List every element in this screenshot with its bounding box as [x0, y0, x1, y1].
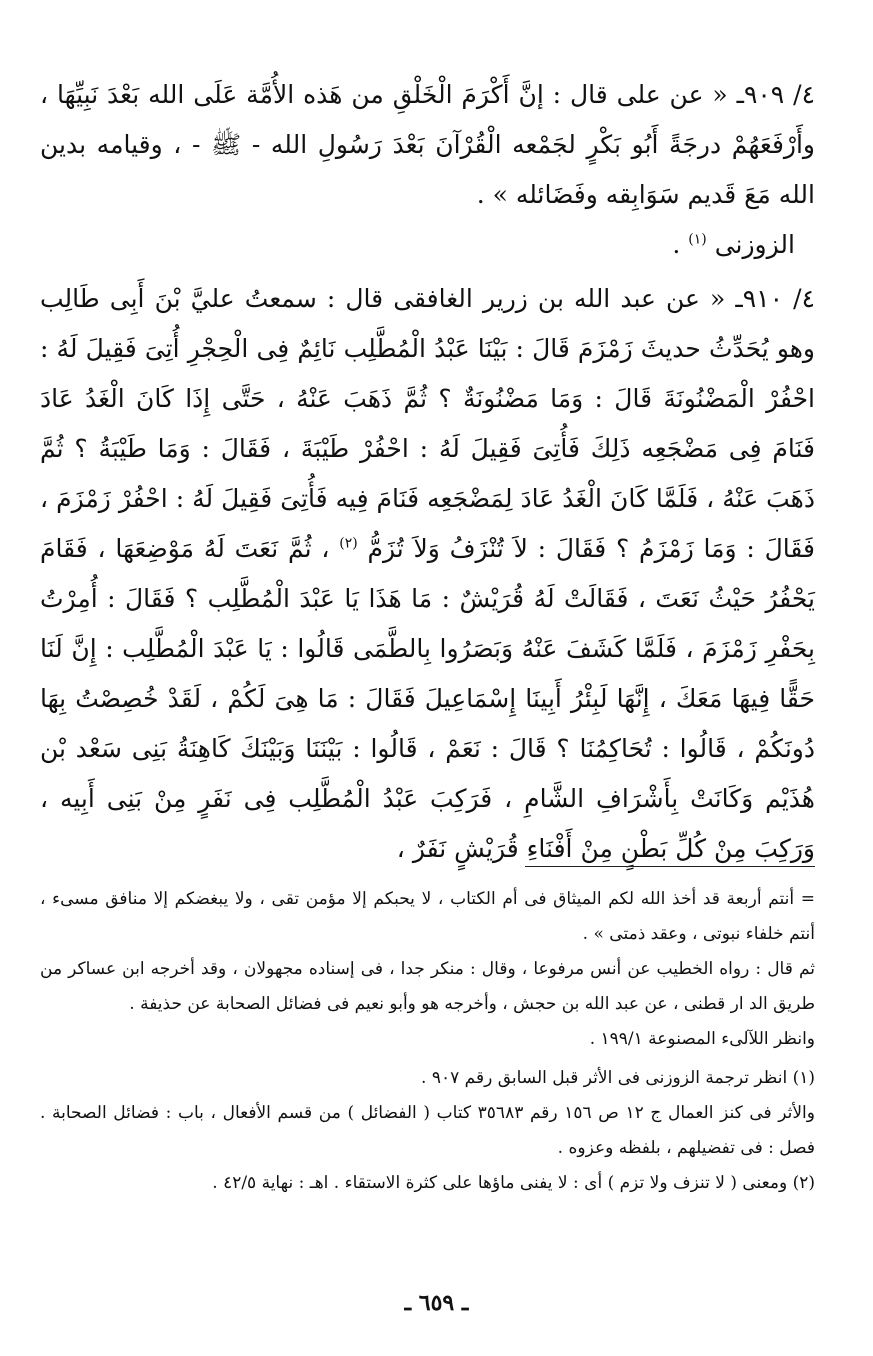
hadith-909 [40, 70, 815, 220]
hadith-910-text-continued: ، ثُمَّ نَعَتَ لَهُ مَوْضِعَهَا ، فَقَامَ يَحْفُرُ حَيْثُ نَعَتَ ، فَقَالَتْ لَهُ قُرَيْشٌ : مَا هَذَا يَا عَبْدَ الْمُطَّلِب ؟ فَقَالَ : أُمِرْتُ بِحَفْرِ زَمْزَمَ ، فَلَمَّا كَشَفَ عَنْهُ وَبَصَرُوا بِالطَّمَى قَالُوا : يَا عَبْدَ الْمُطَّلِب : إِنَّ لَنَا حَقًّا فِيهَا مَعَكَ ، إِنَّهَا لَبِئْرُ أَبِينَا إِسْمَاعِيلَ فَقَالَ : مَا هِىَ لَكُمْ ، لَقَدْ خُصِصْتُ بِهَا دُونَكُمْ ، قَالُوا : تُحَاكِمُنَا ؟ قَالَ : نَعَمْ ، قَالُوا : بَيْنَنَا وَبَيْنَكَ كَاهِنَةُ بَنِى سَعْد بْن هُذَيْم وَكَانَتْ بِأَشْرَافِ الشَّامِ ، فَرَكِبَ عَبْدُ الْمُطَّلِب فِى نَفَرٍ مِنْ بَنِى أَبِيه ، وَرَكِبَ مِنْ كُلِّ بَطْنٍ مِنْ أَفْنَاءِ قُرَيْشٍ نَفَرٌ ، [40, 534, 815, 863]
footnotes [40, 882, 815, 1201]
footnote-continuation-2: ثم قال : رواه الخطيب عن أنس مرفوعا ، وقال : منكر جدا ، فى إسناده مجهولان ، وقد أخرجه ابن عساكر من طريق الد ار قطنى ، عن عبد الله بن حجش ، وأخرجه هو وأبو نعيم فى فضائل الصحابة عن حذيفة . [40, 959, 815, 1014]
page-number: ـ ٦٥٩ ـ [404, 1290, 469, 1316]
footnote-continuation-1: = أنتم أربعة قد أخذ الله لكم الميثاق فى أم الكتاب ، لا يحبكم إلا مؤمن تقى ، ولا يبغضكم إلا منافق مسىء ، أنتم خلفاء نبوتى ، وعقد ذمتى » . [40, 889, 815, 944]
source-name: الزوزنى [714, 230, 795, 259]
hadith-909-text: ٤/ ٩٠٩ـ « عن على قال : إنَّ أَكْرَمَ الْخَلْقِ من هَذه الأُمَّة عَلَى الله بَعْدَ نَبِيِّهَا ، وأَرْفَعَهُمْ درجَةً أَبُو بَكْرٍ لجَمْعه الْقُرْآنَ بَعْدَ رَسُولِ الله - ﷺ - ، وقيامه بدين الله مَعَ قَديم سَوَابِقه وفَضَائله » . [40, 80, 815, 209]
main-text [40, 70, 815, 874]
footnote-ref-2[interactable]: (٢) [339, 535, 358, 552]
footnote-continuation-3: وانظر اللآلىء المصنوعة ١٩٩/١ . [589, 1029, 815, 1049]
hadith-910 [40, 274, 815, 874]
footnote-1: (١) انظر ترجمة الزوزنى فى الأثر قبل السابق رقم ٩٠٧ . [421, 1068, 815, 1088]
footnote-ref-1[interactable]: (١) [688, 231, 707, 248]
footnote-2: (٢) ومعنى ( لا تنزف ولا تزم ) أى : لا يفنى ماؤها على كثرة الاستقاء . اهـ : نهاية ٤٢/٥ . [212, 1173, 815, 1193]
attribution-end: . [672, 230, 681, 259]
footnote-1-source: والأثر فى كنز العمال ج ١٢ ص ١٥٦ رقم ٣٥٦٨٣ كتاب ( الفضائل ) من قسم الأفعال ، باب : فضائل الصحابة . فصل : فى تفضيلهم ، بلفظه وعزوه . [40, 1103, 815, 1158]
hadith-909-attribution [40, 220, 815, 270]
hadith-910-text: ٤/ ٩١٠ـ « عن عبد الله بن زرير الغافقى قال : سمعتُ عليَّ بْنَ أَبِى طَالِب وهو يُحَدِّثُ حديثَ زَمْزَمَ قَالَ : بَيْنَا عَبْدُ الْمُطَّلِب نَائِمٌ فِى الْحِجْرِ أُتِىَ فَقِيلَ لَهُ : احْفُرْ الْمَضْنُونَةَ قَالَ : وَمَا مَضْنُونَةٌ ؟ ثُمَّ ذَهَبَ عَنْهُ ، حَتَّى إِذَا كَانَ الْغَدُ عَادَ فَنَامَ فِى مَضْجَعِه ذَلِكَ فَأُتِىَ فَقِيلَ لَهُ : احْفُرْ طَيْبَةَ ، فَقَالَ : وَمَا طَيْبَةُ ؟ ثُمَّ ذَهَبَ عَنْهُ ، فَلَمَّا كَانَ الْغَدُ عَادَ لِمَضْجَعِه فَنَامَ فِيه فَأُتِىَ فَقِيلَ لَهُ : احْفُرْ زَمْزَمَ ، فَقَالَ : وَمَا زَمْزَمُ ؟ فَقَالَ : لاَ تُنْزَفُ وَلاَ تُزَمُّ [40, 284, 815, 563]
footnote-separator [525, 866, 815, 867]
